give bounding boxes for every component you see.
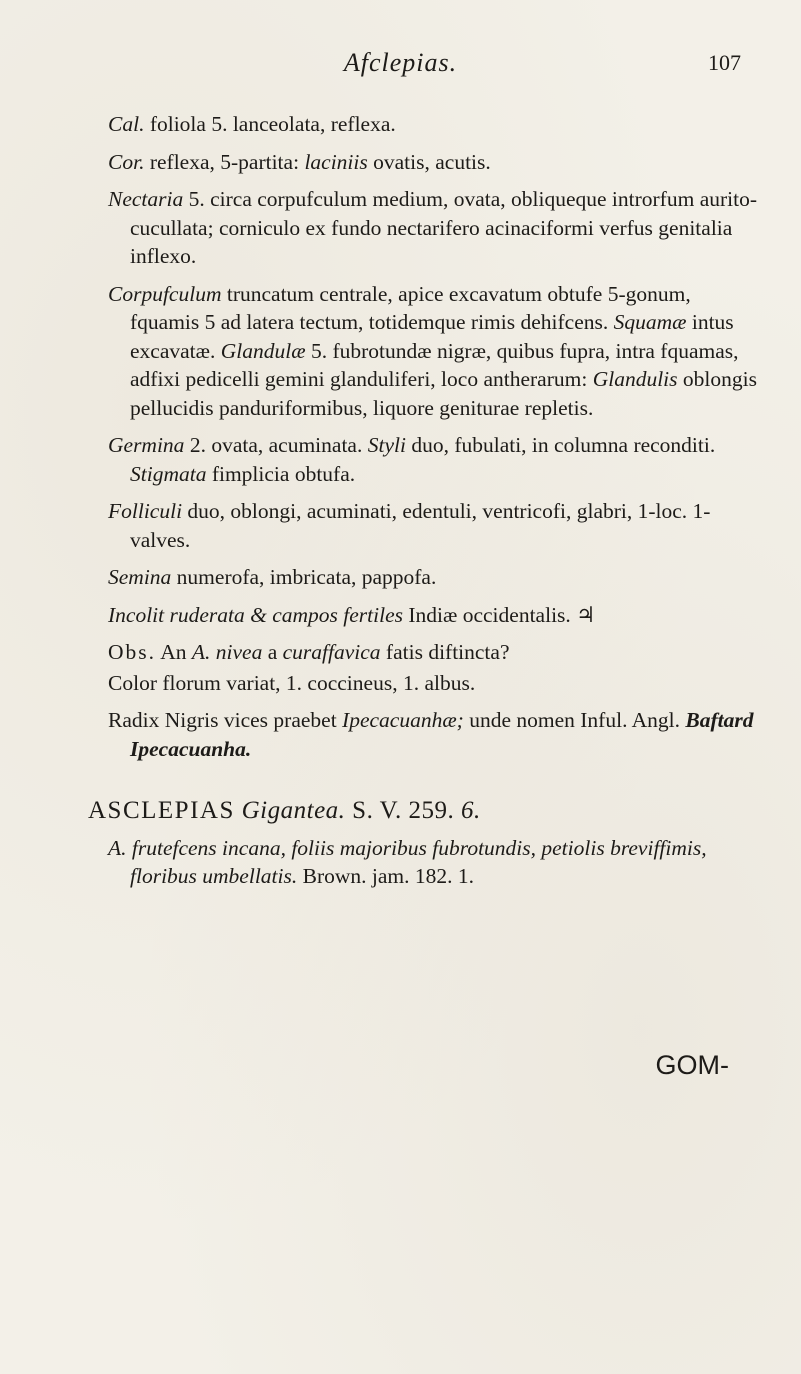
entry-text: 5. fubrotundæ nigræ, quibus fupra, intra fquamas, adfixi pedicelli gemini glanduliferi, loco antherarum: bbox=[130, 338, 739, 391]
running-title: Afclepias. bbox=[343, 48, 458, 77]
entry-corolla bbox=[108, 148, 758, 177]
diagnosis-reference: Brown. jam. 182. 1. bbox=[297, 864, 475, 888]
entry-text: duo, oblongi, acuminati, edentuli, ventricofi, glabri, 1-loc. 1-valves. bbox=[130, 499, 711, 552]
species-number: 6. bbox=[460, 797, 481, 824]
entry-text: numerofa, imbricata, pappofa. bbox=[171, 565, 437, 589]
entry-label: Germina bbox=[108, 433, 185, 457]
entry-text: unde nomen Inful. Angl. bbox=[463, 708, 686, 732]
entry-observation bbox=[108, 638, 758, 667]
entry-label: Nectaria bbox=[108, 187, 184, 211]
entry-text: a bbox=[262, 640, 283, 664]
entry-text: intus excavatæ. bbox=[130, 310, 734, 363]
entry-text: fimplicia obtufa. bbox=[206, 461, 356, 486]
perennial-symbol-icon: ♃ bbox=[576, 602, 596, 627]
species-reference: S. V. 259. bbox=[345, 797, 461, 824]
entry-label: Obs. bbox=[108, 640, 157, 664]
entry-term: A. nivea bbox=[191, 640, 263, 664]
entry-text: reflexa, 5-partita: bbox=[144, 149, 305, 174]
entry-text: fatis diftincta? bbox=[380, 640, 510, 664]
entry-text: duo, fubulati, in columna reconditi. bbox=[405, 433, 716, 457]
entry-radix bbox=[108, 706, 758, 763]
entry-label: Folliculi bbox=[108, 499, 183, 523]
entry-term: Glandulæ bbox=[220, 338, 306, 363]
entry-label: Semina bbox=[108, 565, 172, 589]
entry-text: Radix Nigris vices praebet bbox=[108, 708, 343, 732]
entry-germina bbox=[108, 431, 758, 488]
entry-term: laciniis bbox=[304, 149, 368, 174]
species-epithet: Gigantea. bbox=[241, 797, 346, 824]
entry-text: An bbox=[156, 640, 192, 664]
entry-term: Glandulis bbox=[592, 367, 678, 391]
entry-folliculi bbox=[108, 497, 758, 554]
entry-label: Cal. bbox=[108, 112, 145, 136]
entry-semina bbox=[108, 563, 758, 592]
entry-term: Styli bbox=[367, 433, 406, 457]
entry-corpusculum bbox=[108, 280, 758, 423]
entry-term: Squamæ bbox=[613, 310, 687, 334]
entry-text: 5. circa corpufculum medium, ovata, obliqueque introrfum aurito-cucullata; corniculo ex fundo nectarifero acinaciformi verfus genitalia inflexo. bbox=[130, 187, 757, 268]
entry-label: Corpufculum bbox=[108, 281, 222, 306]
entry-text: ovatis, acutis. bbox=[367, 149, 491, 174]
species-genus: ASCLEPIAS bbox=[88, 797, 235, 824]
entry-text: Color florum variat, 1. coccineus, 1. albus. bbox=[108, 670, 476, 695]
entry-text: foliola 5. lanceolata, reflexa. bbox=[144, 112, 396, 136]
diagnosis-abbr: A. bbox=[108, 835, 127, 860]
entry-habitat bbox=[108, 601, 758, 630]
page-header bbox=[0, 48, 801, 84]
entry-term: curaffavica bbox=[282, 640, 381, 664]
entry-text: 2. ovata, acuminata. bbox=[184, 433, 368, 457]
entry-label: Incolit ruderata & campos fertiles bbox=[108, 602, 403, 627]
entry-text: oblongis pellucidis panduriformibus, liquore geniturae repletis. bbox=[130, 367, 757, 420]
page-number: 107 bbox=[708, 50, 741, 75]
species-diagnosis bbox=[108, 834, 758, 891]
entry-text: Indiæ occidentalis. bbox=[403, 602, 577, 627]
entry-calyx bbox=[108, 110, 758, 139]
entry-nectaria bbox=[108, 185, 758, 271]
diagnosis-text: frutefcens incana, foliis majoribus fubrotundis, petiolis breviffimis, floribus umbellatis. bbox=[126, 835, 707, 888]
page-body bbox=[88, 110, 758, 891]
entry-observation-color bbox=[108, 669, 758, 698]
entry-text: truncatum centrale, apice excavatum obtufe 5-gonum, fquamis 5 ad latera tectum, totidemque rimis dehifcens. bbox=[130, 281, 691, 334]
entry-term: Ipecacuanhæ; bbox=[342, 708, 464, 732]
species-heading bbox=[88, 797, 758, 826]
entry-term: Baftard Ipecacuanha. bbox=[130, 708, 754, 761]
entry-label: Cor. bbox=[108, 149, 145, 174]
entry-term: Stigmata bbox=[130, 461, 207, 486]
catchword: GOM- bbox=[655, 1050, 729, 1080]
